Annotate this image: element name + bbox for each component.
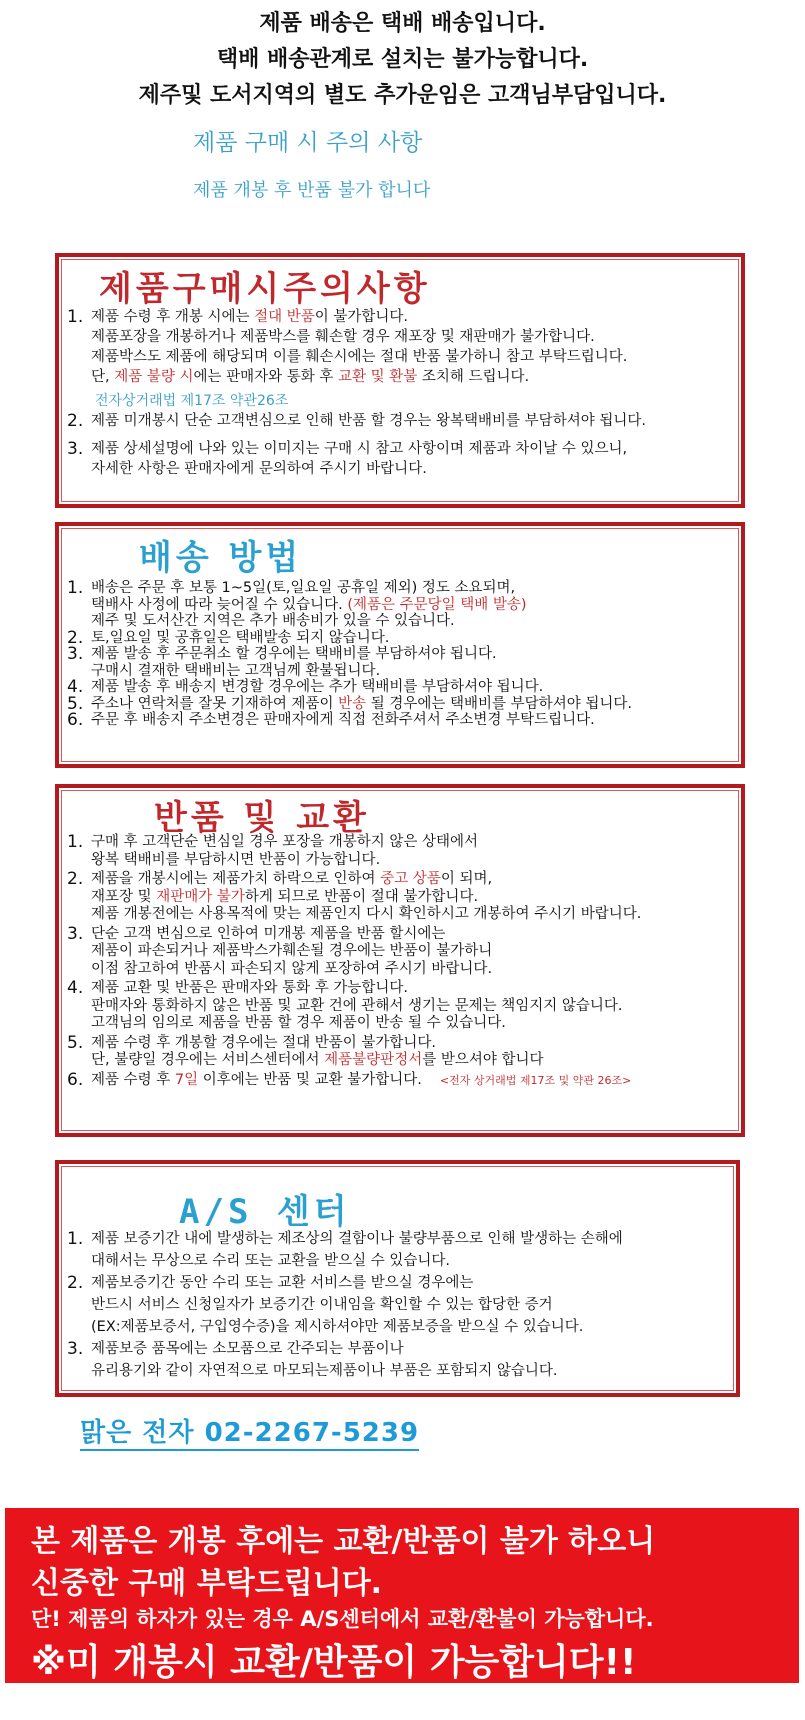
item-number: 3. xyxy=(67,439,84,459)
text: 반드시 서비스 신청일자가 보증기간 이내임을 확인할 수 있는 합당한 증거 xyxy=(91,1297,553,1313)
text: 조치해 드립니다. xyxy=(417,369,530,385)
text: 제품보증기간 동안 수리 또는 교환 서비스를 받으실 경우에는 xyxy=(91,1275,474,1291)
list-item xyxy=(67,307,735,387)
banner-line-3: 단! 제품의 하자가 있는 경우 A/S센터에서 교환/환불이 가능합니다. xyxy=(31,1607,654,1631)
list-item xyxy=(67,923,735,979)
list-item xyxy=(67,580,735,630)
notice-line-3: 제주및 도서지역의 별도 추가운임은 고객님부담입니다. xyxy=(138,83,667,108)
banner-line-2: 신중한 구매 부탁드립니다. xyxy=(31,1566,383,1601)
text: 제품포장을 개봉하거나 제품박스를 훼손할 경우 재포장 및 재판매가 불가합니다. xyxy=(91,329,595,345)
item-number: 1. xyxy=(67,1229,84,1249)
item-line xyxy=(91,1316,583,1338)
text: 제품 교환 및 반품은 판매자와 통화 후 가능합니다. xyxy=(91,980,409,996)
item-line xyxy=(91,1272,583,1294)
item-line xyxy=(91,663,497,680)
item-line xyxy=(91,1360,557,1382)
item-line xyxy=(91,1250,623,1272)
highlighted-text: 절대 반품 xyxy=(254,309,315,325)
list-item xyxy=(67,411,735,431)
section-shipping xyxy=(55,522,745,768)
text: 단, xyxy=(91,369,115,385)
highlighted-text: 제품불량판정서 xyxy=(324,1052,423,1068)
text: 구매 후 고객단순 변심일 경우 포장을 개봉하지 않은 상태에서 xyxy=(91,834,479,850)
legal-reference: <전자 상거래법 제17조 및 약관 26조> xyxy=(439,1073,632,1087)
item-line xyxy=(91,439,627,459)
banner-line-1: 본 제품은 개봉 후에는 교환/반품이 불가 하오니 xyxy=(31,1524,656,1559)
text: 제주 및 도서산간 지역은 추가 배송비가 있을 수 있습니다. xyxy=(91,613,455,629)
text: 제품 발송 후 배송지 변경할 경우에는 추가 택배비를 부담하셔야 됩니다. xyxy=(91,679,544,695)
item-number: 1. xyxy=(67,307,84,327)
section-title: A/S 센터 xyxy=(179,1192,351,1232)
item-line xyxy=(91,1072,631,1090)
text: 하게 되므로 반품이 절대 불가합니다. xyxy=(244,888,479,905)
text: 주문 후 배송지 주소변경은 판매자에게 직접 전화주셔서 주소변경 부탁드립니다. xyxy=(91,712,595,728)
list-item xyxy=(67,627,735,648)
list-item xyxy=(67,646,735,679)
list-item xyxy=(67,693,735,714)
contact-phone-link[interactable]: 맑은 전자 02-2267-5239 xyxy=(80,1412,419,1451)
text: 제품 개봉전에는 사용목적에 맞는 제품인지 다시 확인하시고 개봉하여 주시기 바랍니다. xyxy=(91,906,642,922)
text: 제품 수령 후 xyxy=(91,1071,175,1088)
list-item xyxy=(67,712,735,729)
text: 주소나 연락처를 잘못 기재하여 제품이 xyxy=(91,695,339,712)
section-body xyxy=(67,307,735,479)
text: 유리용기와 같이 자연적으로 마모되는제품이나 부품은 포함되지 않습니다. xyxy=(91,1363,558,1379)
item-line xyxy=(91,630,389,647)
text: 제품이 파손되거나 제품박스가훼손될 경우에는 반품이 불가하니 xyxy=(91,943,493,959)
item-line xyxy=(91,834,478,852)
text: 제품보증 품목에는 소모품으로 간주되는 부품이나 xyxy=(91,1341,404,1357)
section-title: 반품 및 교환 xyxy=(154,798,370,838)
item-number: 1. xyxy=(67,832,84,852)
item-number: 3. xyxy=(67,1339,84,1359)
text: 왕복 택배비를 부담하시면 반품이 가능합니다. xyxy=(91,851,381,868)
highlighted-text: 교환 및 환불 xyxy=(338,369,418,385)
item-line xyxy=(91,367,627,387)
caution-heading: 제품 구매 시 주의 사항 xyxy=(193,130,423,156)
item-line xyxy=(91,347,627,367)
item-number: 2. xyxy=(67,627,84,648)
notice-line-2: 택배 배송관계로 설치는 불가능합니다. xyxy=(216,47,589,72)
text: 제품 발송 후 주문취소 할 경우에는 택배비를 부담하셔야 됩니다. xyxy=(91,646,497,662)
notice-line-1: 제품 배송은 택배 배송입니다. xyxy=(259,11,546,36)
item-line xyxy=(91,411,646,431)
item-number: 3. xyxy=(67,923,84,944)
item-number: 3. xyxy=(67,644,84,664)
item-number: 2. xyxy=(67,411,84,431)
item-line xyxy=(91,597,527,614)
highlighted-text: (제품은 주문당일 택배 발송) xyxy=(347,596,527,613)
list-item xyxy=(67,1069,735,1090)
item-number: 5. xyxy=(67,1032,84,1053)
item-number: 4. xyxy=(67,677,84,697)
item-line xyxy=(91,646,497,663)
item-line xyxy=(91,871,641,889)
list-item xyxy=(67,679,735,696)
item-line xyxy=(91,889,641,907)
legal-reference-note: 전자상거래법 제17조 약관26조 xyxy=(95,393,289,409)
text: 제품을 개봉시에는 제품가치 하락으로 인하여 xyxy=(91,871,381,887)
item-number: 6. xyxy=(67,710,84,730)
item-number: 2. xyxy=(67,869,84,889)
text: 제품 미개봉시 단순 고객변심으로 인해 반품 할 경우는 왕복택배비를 부담하셔야 됩니다. xyxy=(91,413,646,429)
item-line xyxy=(91,980,623,998)
highlighted-text: 7일 xyxy=(174,1071,199,1088)
list-item xyxy=(67,871,735,924)
list-item xyxy=(67,439,735,479)
item-line xyxy=(91,1035,544,1053)
item-line xyxy=(91,906,641,924)
highlighted-text: 반송 xyxy=(338,695,367,712)
item-line xyxy=(91,1015,623,1033)
text: 판매자와 통화하지 않은 반품 및 교환 건에 관해서 생기는 문제는 책임지지 않습니다. xyxy=(91,997,623,1014)
item-line xyxy=(91,459,627,479)
text: 고객님의 임의로 제품을 반품 할 경우 제품이 반송 될 수 있습니다. xyxy=(91,1015,506,1031)
warning-banner xyxy=(5,1508,799,1683)
item-line xyxy=(91,327,627,347)
list-item xyxy=(67,1228,730,1272)
text: 대해서는 무상으로 수리 또는 교환을 받으실 수 있습니다. xyxy=(91,1253,451,1269)
item-line xyxy=(91,613,527,630)
text: 를 받으셔야 합니다 xyxy=(422,1052,544,1068)
item-number: 1. xyxy=(67,578,84,598)
text: 에는 판매자와 통화 후 xyxy=(193,369,338,385)
text: 단순 고객 변심으로 인하여 미개봉 제품을 반품 할시에는 xyxy=(91,925,446,942)
section-as-center xyxy=(55,1160,740,1397)
item-line xyxy=(91,696,632,713)
item-line xyxy=(91,1294,583,1316)
list-item xyxy=(67,1032,735,1070)
section-title: 제품구매시주의사항 xyxy=(99,269,431,309)
section-body xyxy=(67,580,735,729)
text: 제품 수령 후 개봉 시에는 xyxy=(91,309,255,325)
item-line xyxy=(91,926,492,944)
list-item xyxy=(67,1338,730,1382)
highlighted-text: 재판매가 불가 xyxy=(156,888,245,905)
text: (EX:제품보증서, 구입영수증)을 제시하셔야만 제품보증을 받으실 수 있습니다. xyxy=(91,1319,584,1335)
text: 이점 참고하여 반품시 파손되지 않게 포장하여 주시기 바랍니다. xyxy=(91,960,493,977)
caution-subheading: 제품 개봉 후 반품 불가 합니다 xyxy=(193,180,431,201)
banner-line-4: ※미 개봉시 교환/반품이 가능합니다!! xyxy=(31,1642,637,1683)
item-line xyxy=(91,679,543,696)
item-number: 4. xyxy=(67,978,84,998)
item-line xyxy=(91,580,527,597)
item-number: 5. xyxy=(67,693,84,714)
section-body xyxy=(67,1228,730,1382)
section-return-exchange xyxy=(55,784,745,1137)
text: 제품 보증기간 내에 발생하는 제조상의 결함이나 불량부품으로 인해 발생하는 손해에 xyxy=(91,1231,623,1247)
section-title: 배송 방법 xyxy=(139,538,303,578)
text: 이 되며, xyxy=(440,871,493,887)
text: 단, 불량일 경우에는 서비스센터에서 xyxy=(91,1052,325,1068)
text: 제품박스도 제품에 해당되며 이를 훼손시에는 절대 반품 불가하니 참고 부탁드립니다. xyxy=(91,349,628,365)
text: 구매시 결재한 택배비는 고객님께 환불됩니다. xyxy=(91,662,381,679)
text: 택배사 사정에 따라 늦어질 수 있습니다. xyxy=(91,596,348,613)
item-line xyxy=(91,712,595,729)
text: 될 경우에는 택배비를 부담하셔야 됩니다. xyxy=(366,695,632,712)
text: 제품 수령 후 개봉할 경우에는 절대 반품이 불가합니다. xyxy=(91,1034,437,1051)
item-line xyxy=(91,1338,557,1360)
text: 재포장 및 xyxy=(91,888,157,905)
section-body xyxy=(67,834,735,1089)
item-line xyxy=(91,961,492,979)
text: 이후에는 반품 및 교환 불가합니다. xyxy=(198,1071,422,1088)
highlighted-text: 제품 불량 시 xyxy=(114,369,194,385)
item-line xyxy=(91,1228,623,1250)
list-item xyxy=(67,1272,730,1338)
text: 제품 상세설명에 나와 있는 이미지는 구매 시 참고 사항이며 제품과 차이날 수 있으니, xyxy=(91,441,628,457)
item-number: 2. xyxy=(67,1273,84,1293)
list-item xyxy=(67,834,735,869)
item-line xyxy=(91,1052,544,1070)
item-line xyxy=(91,943,492,961)
item-number: 6. xyxy=(67,1069,84,1090)
text: 토,일요일 및 공휴일은 택배발송 되지 않습니다. xyxy=(91,629,390,646)
text: 배송은 주문 후 보통 1~5일(토,일요일 공휴일 제외) 정도 소요되며, xyxy=(91,580,516,596)
item-line xyxy=(91,307,627,327)
highlighted-text: 중고 상품 xyxy=(380,871,441,887)
item-line xyxy=(91,852,478,870)
text: 자세한 사항은 판매자에게 문의하여 주시기 바랍니다. xyxy=(91,461,427,477)
item-line xyxy=(91,998,623,1016)
text: 이 불가합니다. xyxy=(314,309,409,325)
section-purchase-caution xyxy=(55,253,745,508)
list-item xyxy=(67,980,735,1033)
